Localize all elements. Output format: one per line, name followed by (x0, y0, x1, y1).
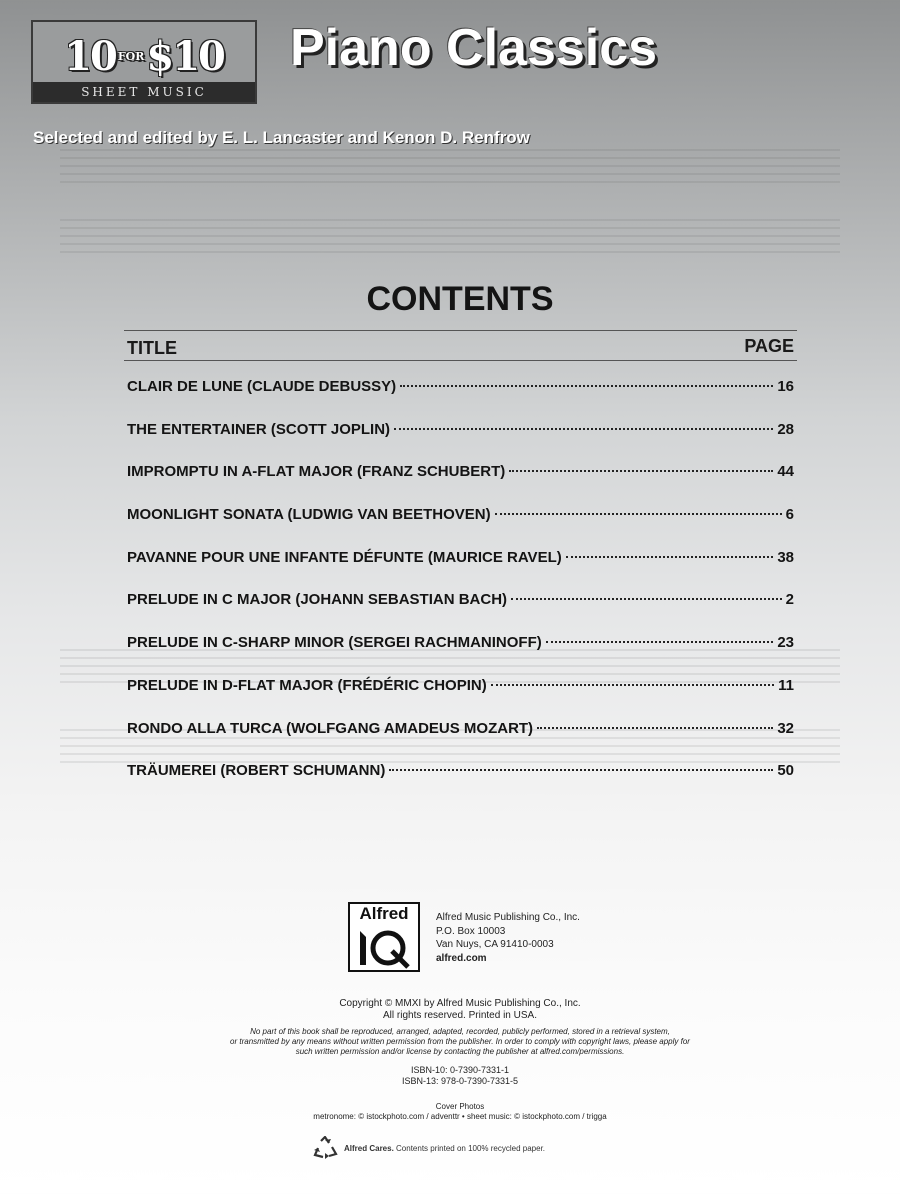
publisher-city: Van Nuys, CA 91410-0003 (436, 939, 554, 950)
logo-ten: 10 (64, 32, 116, 80)
toc-entry-page: 32 (777, 719, 794, 737)
toc-entry-title: THE ENTERTAINER (SCOTT JOPLIN) (127, 420, 391, 438)
toc-entry-title: IMPROMPTU IN A-FLAT MAJOR (FRANZ SCHUBERT) (127, 463, 506, 481)
cover-credits-text: metronome: © istockphoto.com / adventtr • sheet music: © istockphoto.com / trigga (313, 1112, 607, 1121)
toc-dot-leader (394, 428, 773, 430)
column-title-header: TITLE (127, 338, 177, 358)
book-title: Piano Classics (290, 19, 658, 77)
series-logo-main (33, 26, 255, 86)
logo-band: SHEET MUSIC (33, 82, 255, 102)
toc-dot-leader (566, 556, 774, 558)
alfred-cares-label: Alfred Cares. (344, 1143, 394, 1153)
series-logo (31, 20, 257, 104)
toc-entry-page: 44 (777, 463, 794, 481)
toc-entry (127, 506, 794, 549)
logo-dollar-ten: $10 (146, 32, 224, 80)
copyright-line-2: All rights reserved. Printed in USA. (383, 1010, 537, 1021)
toc-entry-page: 11 (778, 676, 794, 694)
toc-entry (127, 463, 794, 506)
toc-entry-title: CLAIR DE LUNE (CLAUDE DEBUSSY) (127, 378, 397, 395)
recycle-icon (312, 1136, 338, 1160)
toc-entry-page: 16 (777, 378, 794, 395)
toc-entry-page: 2 (785, 591, 794, 609)
toc-entry-page: 50 (777, 762, 794, 780)
toc-entry-title: RONDO ALLA TURCA (WOLFGANG AMADEUS MOZART) (127, 719, 534, 737)
toc-entry (127, 720, 794, 763)
toc-entry-title: TRÄUMEREI (ROBERT SCHUMANN) (127, 762, 386, 780)
toc-entry-title: PAVANNE POUR UNE INFANTE DÉFUNTE (MAURICE RAVEL) (127, 548, 562, 566)
toc-entry-page: 28 (777, 420, 794, 438)
isbn-10: ISBN-10: 0-7390-7331-1 (410, 1065, 510, 1075)
toc-entry (127, 634, 794, 677)
toc-dot-leader (537, 727, 773, 729)
toc-dot-leader (509, 470, 773, 472)
legal-line-3: such written permission and/or license by contacting the publisher at alfred.com/permissions. (295, 1047, 625, 1056)
toc-dot-leader (495, 513, 782, 515)
toc-entry-title: MOONLIGHT SONATA (LUDWIG VAN BEETHOVEN) (127, 506, 491, 524)
alfred-cares (312, 1136, 545, 1160)
alfred-logo (348, 902, 420, 972)
alfred-logo-text: Alfred (359, 904, 409, 923)
cover-credits (0, 1102, 900, 1122)
toc-dot-leader (389, 769, 773, 771)
toc-entry (127, 591, 794, 634)
contents-list (127, 378, 794, 805)
legal-line-1: No part of this book shall be reproduced, arranged, adapted, recorded, publicly performed, stored in a retrieval system, (250, 1027, 670, 1036)
logo-for: FOR (117, 49, 145, 63)
toc-entry-page: 6 (785, 506, 794, 524)
alfred-cares-text: Contents printed on 100% recycled paper. (396, 1143, 546, 1153)
toc-dot-leader (491, 684, 774, 686)
column-page-header: PAGE (744, 336, 794, 356)
publisher-name: Alfred Music Publishing Co., Inc. (436, 912, 580, 923)
cover-credits-heading: Cover Photos (435, 1102, 485, 1111)
isbn-13: ISBN-13: 978-0-7390-7331-5 (401, 1076, 519, 1086)
alfred-logo-icon (356, 927, 412, 969)
header-rule-top (124, 330, 797, 331)
editors-credit: Selected and edited by E. L. Lancaster and Kenon D. Renfrow (33, 128, 530, 147)
toc-dot-leader (511, 598, 782, 600)
publisher-address (436, 911, 580, 965)
toc-dot-leader (546, 641, 774, 643)
legal-line-2: or transmitted by any means without written permission from the publisher. In order to comply with copyright laws, please apply for (230, 1037, 690, 1046)
header-rule-bottom (124, 360, 797, 361)
copyright-line-1: Copyright © MMXI by Alfred Music Publishing Co., Inc. (339, 998, 581, 1009)
toc-entry-title: PRELUDE IN C MAJOR (JOHANN SEBASTIAN BACH) (127, 591, 508, 609)
copyright-notice (0, 998, 900, 1022)
publisher-website: alfred.com (436, 952, 487, 964)
isbn-block (0, 1065, 900, 1087)
toc-entry (127, 677, 794, 720)
toc-entry (127, 549, 794, 592)
toc-dot-leader (400, 385, 773, 387)
toc-entry-page: 23 (777, 634, 794, 652)
legal-notice (0, 1027, 900, 1057)
contents-heading: CONTENTS (366, 280, 554, 318)
toc-entry-title: PRELUDE IN C-SHARP MINOR (SERGEI RACHMANINOFF) (127, 634, 542, 652)
toc-entry (127, 762, 794, 805)
publisher-po-box: P.O. Box 10003 (436, 925, 506, 937)
toc-entry (127, 421, 794, 464)
toc-entry-title: PRELUDE IN D-FLAT MAJOR (FRÉDÉRIC CHOPIN) (127, 676, 487, 694)
toc-entry-page: 38 (777, 548, 794, 566)
toc-entry (127, 378, 794, 421)
